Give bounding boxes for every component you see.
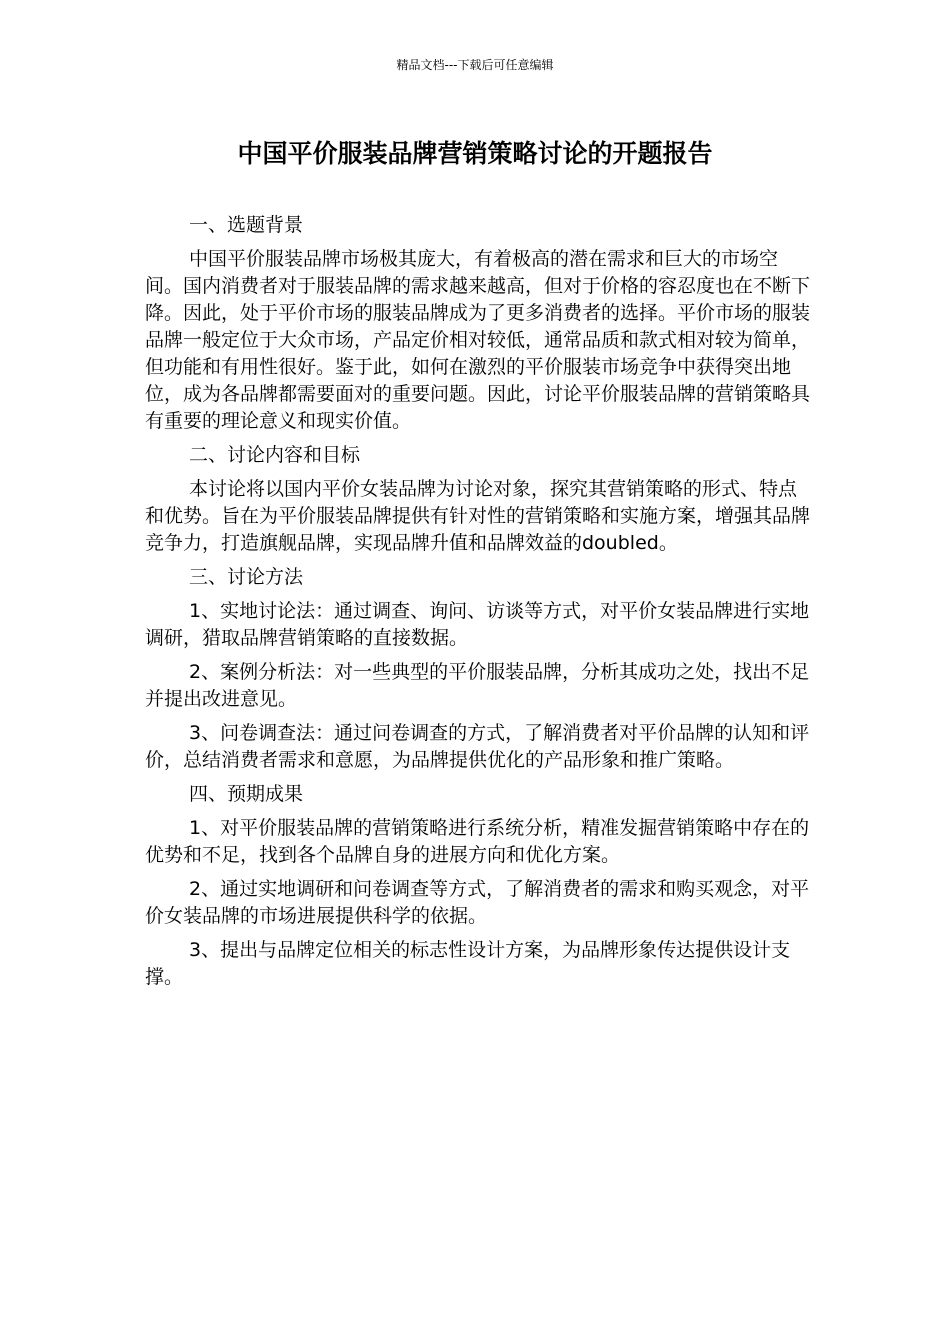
method-questionnaire: 3、问卷调查法：通过问卷调查的方式，了解消费者对平价品牌的认知和评价，总结消费者需求和意愿，为品牌提供优化的产品形象和推广策略。 bbox=[145, 722, 810, 771]
page-header-note: 精品文档---下载后可任意编辑 bbox=[396, 58, 554, 72]
expected-result-2: 2、通过实地调研和问卷调查等方式，了解消费者的需求和购买观念，对平价女装品牌的市场进展提供科学的依据。 bbox=[145, 878, 810, 927]
method-case-analysis: 2、案例分析法：对一些典型的平价服装品牌，分析其成功之处，找出不足并提出改进意见。 bbox=[145, 661, 810, 710]
background-paragraph: 中国平价服装品牌市场极其庞大，有着极高的潜在需求和巨大的市场空间。国内消费者对于服装品牌的需求越来越高，但对于价格的容忍度也在不断下降。因此，处于平价市场的服装品牌成为了更多消费者的选择。平价市场的服装品牌一般定位于大众市场，产品定价相对较低，通常品质和款式相对较为简单，但功能和有用性很好。鉴于此，如何在激烈的平价服装市场竞争中获得突出地位，成为各品牌都需要面对的重要问题。因此，讨论平价服装品牌的营销策略具有重要的理论意义和现实价值。 bbox=[145, 248, 811, 432]
content-goals-paragraph: 本讨论将以国内平价女装品牌为讨论对象，探究其营销策略的形式、特点和优势。旨在为平价服装品牌提供有针对性的营销策略和实施方案，增强其品牌竞争力，打造旗舰品牌，实现品牌升值和品牌效益的doubled。 bbox=[145, 478, 811, 554]
section-heading-content-goals: 二、讨论内容和目标 bbox=[189, 444, 361, 466]
method-field-research: 1、实地讨论法：通过调查、询问、访谈等方式，对平价女装品牌进行实地调研，猎取品牌营销策略的直接数据。 bbox=[145, 600, 810, 649]
document-title: 中国平价服装品牌营销策略讨论的开题报告 bbox=[237, 139, 713, 168]
document-body bbox=[145, 212, 815, 998]
section-heading-methods: 三、讨论方法 bbox=[189, 566, 304, 588]
expected-result-3: 3、提出与品牌定位相关的标志性设计方案，为品牌形象传达提供设计支撑。 bbox=[145, 939, 791, 988]
section-heading-background: 一、选题背景 bbox=[189, 214, 304, 236]
section-heading-expected-results: 四、预期成果 bbox=[189, 783, 304, 805]
expected-result-1: 1、对平价服装品牌的营销策略进行系统分析，精准发掘营销策略中存在的优势和不足，找到各个品牌自身的进展方向和优化方案。 bbox=[145, 817, 810, 866]
